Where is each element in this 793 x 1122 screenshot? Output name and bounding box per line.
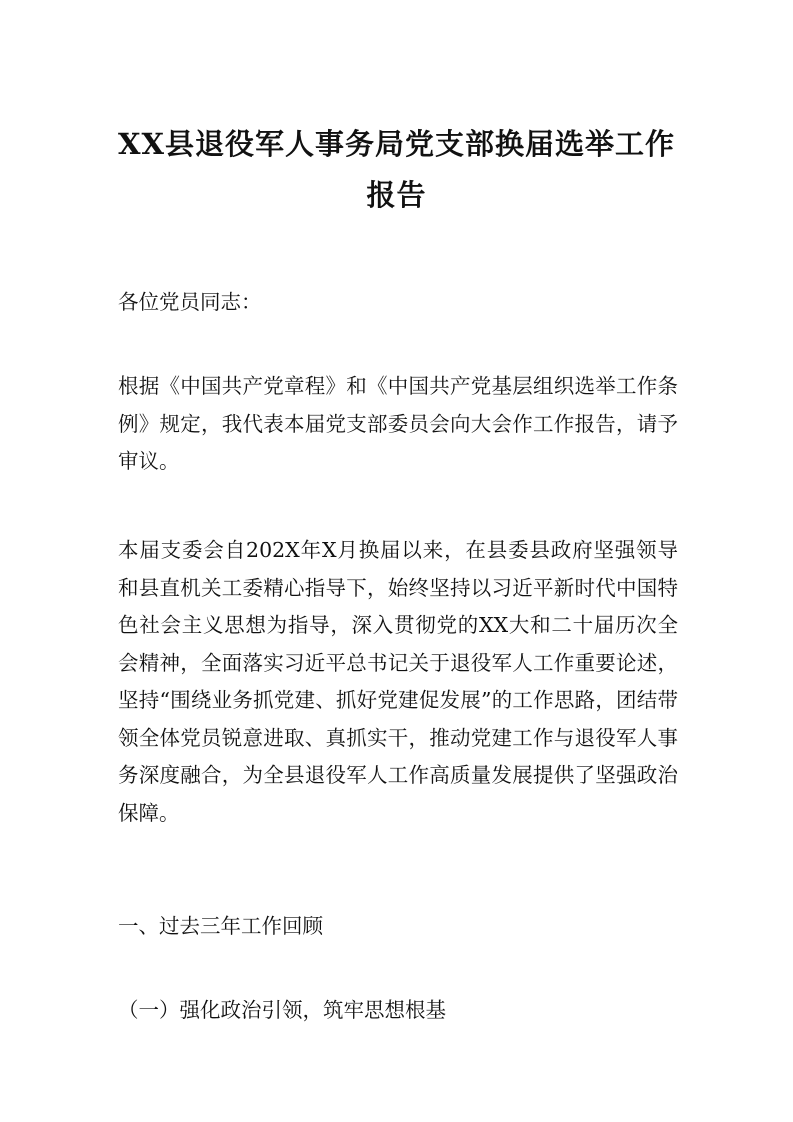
subsection-heading: （一）强化政治引领，筑牢思想根基 — [118, 998, 446, 1022]
paragraph-summary: 本届支委会自202X年X月换届以来，在县委县政府坚强领导和县直机关工委精心指导下，始终坚持以习近平新时代中国特色社会主义思想为指导，深入贯彻党的XX大和二十届历次全会精神，全面落实习近平总书记关于退役军人工作重要论述，坚持“围绕业务抓党建、抓好党建促发展”的工作思路，团结带领全体党员锐意进取、真抓实干，推动党建工作与退役军人事务深度融合，为全县退役军人工作高质量发展提供了坚强政治保障。 — [118, 538, 678, 825]
salutation: 各位党员同志： — [118, 290, 262, 314]
section-heading: 一、过去三年工作回顾 — [118, 914, 323, 938]
document-title-line2: 报告 — [366, 178, 427, 212]
document-title-line1: XX县退役军人事务局党支部换届选举工作 — [117, 127, 675, 161]
paragraph-intro: 根据《中国共产党章程》和《中国共产党基层组织选举工作条例》规定，我代表本届党支部委员会向大会作工作报告，请予审议。 — [118, 374, 678, 473]
